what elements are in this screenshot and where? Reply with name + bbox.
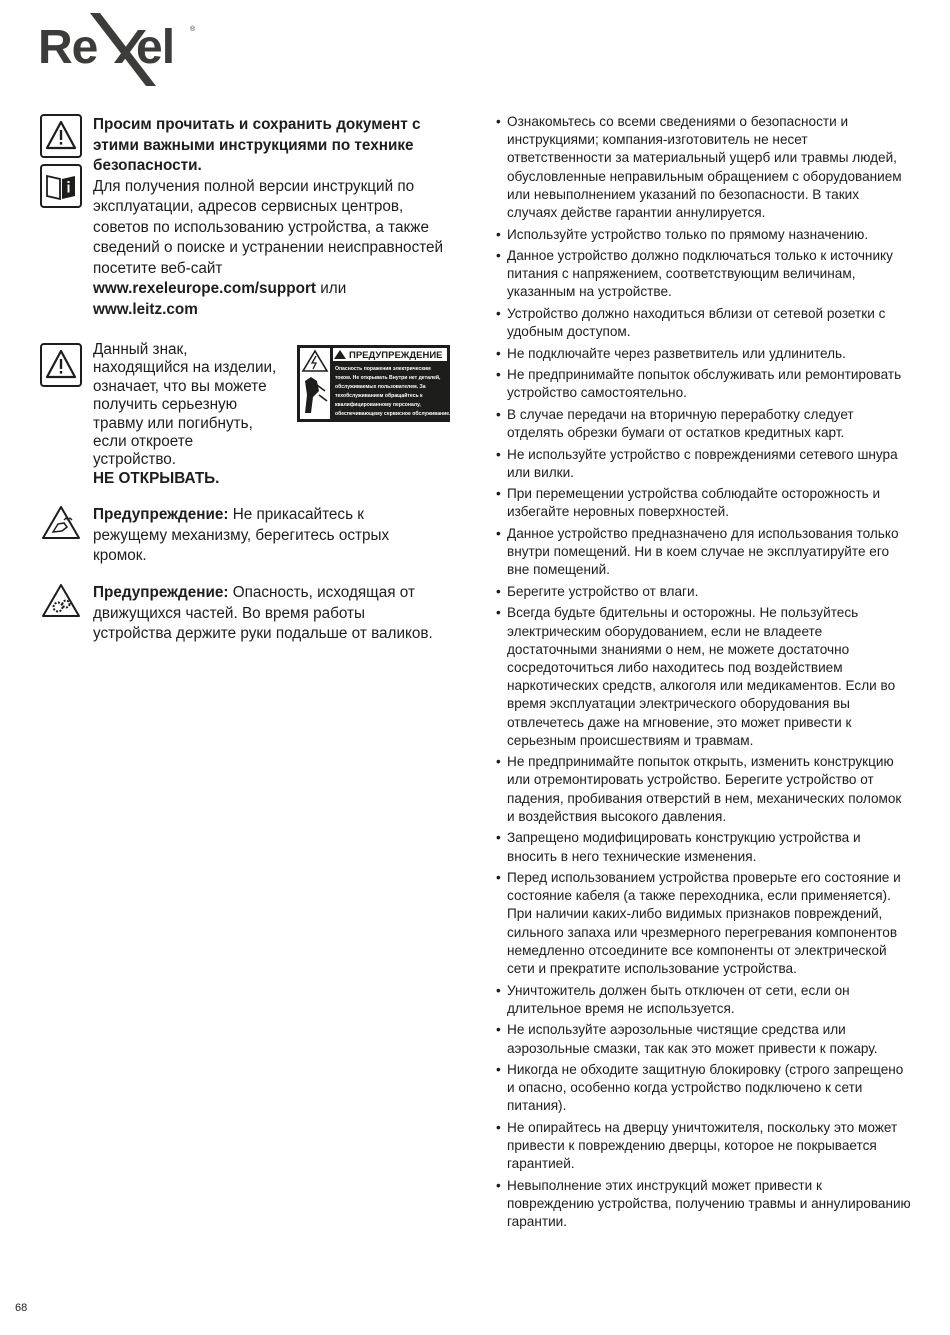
list-item: • Не подключайте через разветвитель или удлинитель. — [496, 345, 912, 363]
warning-moving-text — [93, 583, 433, 645]
warning-triangle-icon — [40, 114, 82, 158]
list-item: • Не предпринимайте попыток обслуживать или ремонтировать устройство самостоятельно. — [496, 366, 912, 402]
list-item: • Не предпринимайте попыток открыть, изменить конструкцию или отремонтировать устройство. Берегите устройство от падения, пробивания отверстий в нем, механических поломок и воздействия высокого давления. — [496, 753, 912, 826]
warning-label-title: ПРЕДУПРЕЖДЕНИЕ — [349, 350, 443, 361]
logo-text-re: Re — [38, 21, 98, 74]
list-item: • Уничтожитель должен быть отключен от сети, если он длительное время не используется. — [496, 982, 912, 1018]
read-manual-icon — [40, 164, 82, 208]
warning-cut-desc: Не прикасайтесь к режущему механизму, берегитесь острых кромок. — [93, 506, 390, 564]
rexel-logo — [38, 8, 203, 93]
list-item: • Берегите устройство от влаги. — [496, 583, 912, 601]
list-item: • Никогда не обходите защитную блокировку (строго запрещено и опасно, особенно когда устройство подключено к сети питания). — [496, 1061, 912, 1116]
warning-moving-label: Предупреждение: — [93, 584, 229, 601]
list-item: • Всегда будьте бдительны и осторожны. Не пользуйтесь электрическим оборудованием, если не владеете достаточными знаниями о нем, не можете достаточно сосредоточиться либо находитесь под воздействием наркотических средств, алкоголя или медикаментов. Если во время эксплуатации электрического оборудования вы отвлечетесь даже на мгновение, это может привести к серьезным происшествиям и травмам. — [496, 604, 912, 750]
list-item: • Используйте устройство только по прямому назначению. — [496, 226, 912, 244]
intro-body: Для получения полной версии инструкций по эксплуатации, адресов сервисных центров, советов по использованию устройства, а также сведений о поиске и устранении неисправностей посетите веб-сайт — [93, 177, 444, 277]
warning-label-line-1: Опасность поражения электрическим — [335, 366, 431, 372]
list-item: • Ознакомьтесь со всеми сведениями о безопасности и инструкциями; компания-изготовитель не несет ответственности за материальный ущерб или травмы людей, обусловленные неправильным обращением с оборудованием или невыполнением указаний по безопасности. В таких случаях действе гарантии аннулируется. — [496, 113, 912, 222]
moving-parts-warning-icon — [40, 582, 82, 620]
danger-triangle-icon — [40, 343, 82, 387]
list-item: • Устройство должно находиться вблизи от сетевой розетки с удобным доступом. — [496, 305, 912, 341]
svg-text:®: ® — [190, 26, 196, 33]
intro-text — [93, 115, 458, 320]
warning-cut-text — [93, 505, 413, 567]
warning-label-line-6: обеспечивающему сервисное обслуживание. — [335, 411, 450, 417]
safety-instructions-list — [496, 113, 912, 1235]
list-item: • При перемещении устройства соблюдайте осторожность и избегайте неровных поверхностей. — [496, 485, 912, 521]
list-item: • Невыполнение этих инструкций может привести к повреждению устройства, получению травмы и аннулированию гарантии. — [496, 1177, 912, 1232]
list-item: • Не опирайтесь на дверцу уничтожителя, поскольку это может привести к повреждению дверцы, которое не покрывается гарантией. — [496, 1119, 912, 1174]
page-number: 68 — [15, 1302, 28, 1314]
leitz-link[interactable]: www.leitz.com — [93, 300, 198, 318]
warning-label-line-2: током. Не открывать Внутри нет деталей, — [335, 375, 441, 381]
danger-sign-desc: Данный знак, находящийся на изделии, означает, что вы можете получить серьезную травму или погибнуть, если откроете устройство. — [93, 341, 277, 469]
warning-label-line-4: техобслуживанием обращайтесь к — [335, 393, 423, 399]
danger-sign-text — [93, 341, 278, 488]
electric-shock-warning-label — [297, 345, 450, 422]
support-link[interactable]: www.rexeleurope.com/support — [93, 280, 316, 297]
list-item: • Данное устройство предназначено для использования только внутри помещений. Ни в коем случае не эксплуатируйте его вне помещений. — [496, 525, 912, 580]
warning-moving-desc: Опасность, исходящая от движущихся частей. Во время работы устройства держите руки подальше от валиков. — [93, 584, 433, 642]
link-separator: или — [316, 280, 347, 297]
list-item: • Не используйте устройство с повреждениями сетевого шнура или вилки. — [496, 446, 912, 482]
logo-text-el: el — [136, 21, 175, 74]
list-item: • Запрещено модифицировать конструкцию устройства и вносить в него технические изменения. — [496, 829, 912, 865]
warning-label-line-3: обслуживаемых пользователем. За — [335, 384, 426, 390]
sharp-edges-warning-icon — [40, 504, 82, 542]
list-item: • В случае передачи на вторичную переработку следует отделять обрезки бумаги от остатков кредитных карт. — [496, 406, 912, 442]
list-item: • Не используйте аэрозольные чистящие средства или аэрозольные смазки, так как это может привести к пожару. — [496, 1021, 912, 1057]
warning-cut-label: Предупреждение: — [93, 506, 229, 523]
intro-heading: Просим прочитать и сохранить документ с этими важными инструкциями по технике безопасности. — [93, 116, 421, 174]
do-not-open: НЕ ОТКРЫВАТЬ. — [93, 469, 220, 487]
warning-label-line-5: квалифицированному персоналу, — [335, 402, 421, 408]
list-item: • Данное устройство должно подключаться только к источнику питания с напряжением, соответствующим величинам, указанным на устройстве. — [496, 247, 912, 302]
list-item: • Перед использованием устройства проверьте его состояние и состояние кабеля (а также переходника, если применяется). При наличии каких-либо видимых признаков повреждений, сильного запаха или чрезмерного перегревания компонентов немедленно отсоедините все компоненты от электрической сети и прекратите использование устройства. — [496, 869, 912, 978]
